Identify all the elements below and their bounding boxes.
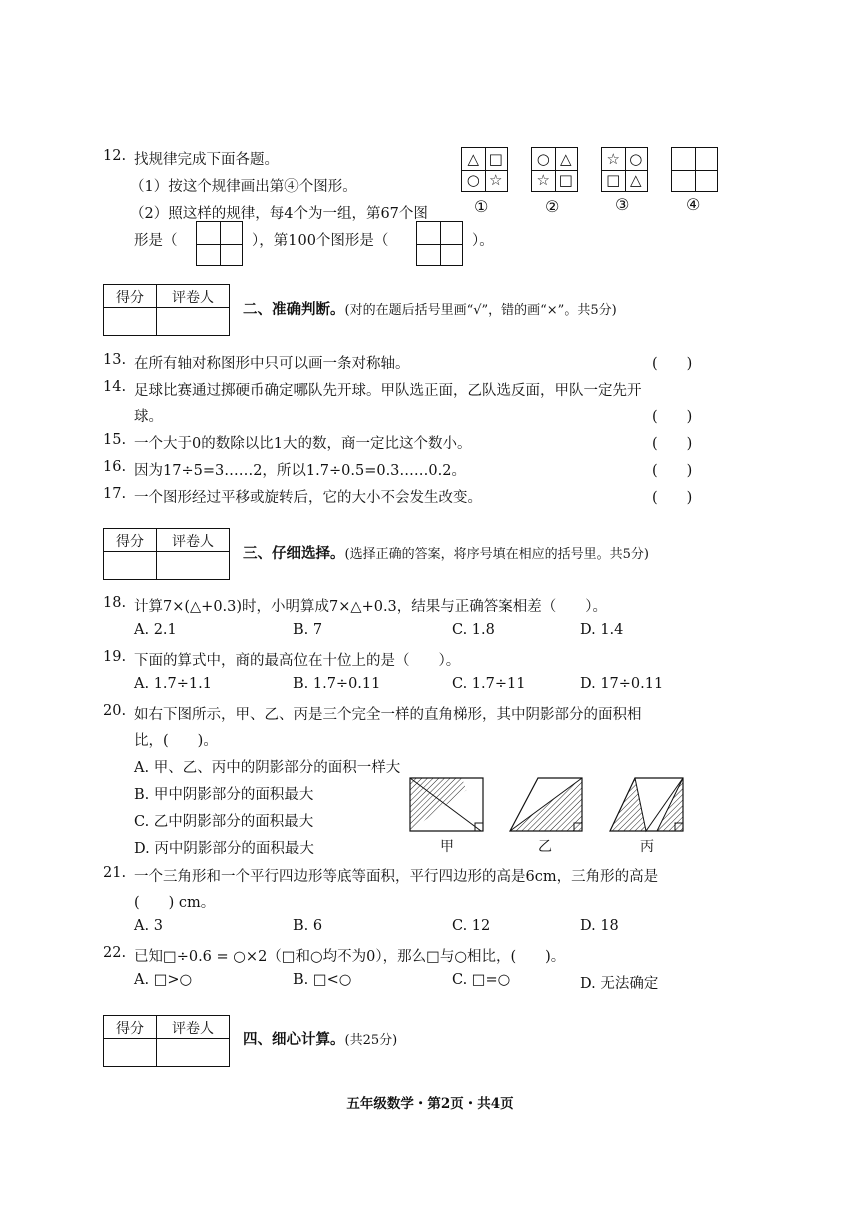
q14-number: 14. [103, 379, 127, 395]
section-3-note: (选择正确的答案，将序号填在相应的括号里。共5分) [344, 547, 649, 562]
q19-text: 下面的算式中，商的最高位在十位上的是（ ）。 [134, 653, 461, 669]
trapezoid-bing [610, 778, 683, 831]
q21-text: 一个三角形和一个平行四边形等底等面积，平行四边形的高是6cm，三角形的高是 [134, 869, 659, 885]
grader-label: 评卷人 [172, 1021, 214, 1037]
q22-option-a[interactable]: A. □>○ [134, 972, 193, 988]
section-3-title: 三、仔细选择。 [243, 545, 345, 562]
q17-number: 17. [103, 486, 127, 502]
q19-option-d[interactable]: D. 17÷0.11 [580, 676, 664, 692]
score-box-sec4 [103, 1015, 230, 1067]
q20-option-d[interactable]: D. 丙中阴影部分的面积最大 [134, 841, 314, 857]
q19-option-a[interactable]: A. 1.7÷1.1 [134, 676, 212, 692]
pattern-figure-3 [601, 147, 648, 192]
section-2-heading [243, 298, 617, 319]
score-label: 得分 [116, 290, 144, 306]
q22-text: 已知□÷0.6 = ○×2（□和○均不为0），那么□与○相比，( )。 [134, 949, 566, 965]
square-icon: □ [558, 171, 573, 190]
q20-text-cont: 比，( )。 [134, 733, 218, 749]
score-label: 得分 [116, 534, 144, 550]
q12-line3-c: ）。 [472, 233, 494, 249]
pattern-figure-2 [531, 147, 578, 192]
q12-line3-a: 形是（ [134, 233, 178, 249]
q20-option-c[interactable]: C. 乙中阴影部分的面积最大 [134, 814, 314, 830]
q12-sub1: （1）按这个规律画出第④个图形。 [130, 179, 357, 195]
q13-answer-paren[interactable]: ( ) [652, 356, 693, 372]
q16-text: 因为17÷5=3……2，所以1.7÷0.5=0.3……0.2。 [134, 463, 466, 479]
q12-answer-grid-100[interactable] [416, 221, 463, 266]
q22-option-d[interactable]: D. 无法确定 [580, 976, 659, 992]
q22-option-b[interactable]: B. □<○ [293, 972, 352, 988]
circle-icon: ○ [629, 149, 643, 168]
pattern-label-2: ② [545, 197, 560, 216]
trapezoid-jia [410, 778, 483, 831]
triangle-icon: △ [559, 149, 572, 168]
section-3-heading [243, 542, 649, 563]
empty-cell[interactable] [672, 148, 695, 170]
q15-answer-paren[interactable]: ( ) [652, 436, 693, 452]
circle-icon: ○ [536, 149, 550, 168]
pattern-figure-4[interactable] [671, 147, 718, 192]
q20-option-b[interactable]: B. 甲中阴影部分的面积最大 [134, 787, 314, 803]
figure-label-jia: 甲 [440, 839, 454, 855]
star-icon: ☆ [606, 149, 620, 168]
q20-text: 如右下图所示，甲、乙、丙是三个完全一样的直角梯形，其中阴影部分的面积相 [134, 707, 642, 723]
pattern-label-1: ① [474, 197, 489, 216]
q12-line3-b: ），第100个图形是（ [252, 233, 389, 249]
pattern-label-4: ④ [686, 195, 701, 214]
grader-label: 评卷人 [172, 534, 214, 550]
q22-number: 22. [103, 945, 127, 961]
q13-text: 在所有轴对称图形中只可以画一条对称轴。 [134, 356, 410, 372]
q17-answer-paren[interactable]: ( ) [652, 490, 693, 506]
q18-option-a[interactable]: A. 2.1 [134, 622, 177, 638]
q14-text-cont: 球。 [134, 409, 163, 425]
section-4-title: 四、细心计算。 [243, 1031, 345, 1048]
q21-option-c[interactable]: C. 12 [452, 918, 491, 934]
section-4-note: (共25分) [344, 1033, 398, 1048]
q21-number: 21. [103, 865, 127, 881]
figure-label-bing: 丙 [640, 839, 654, 855]
figure-label-yi: 乙 [538, 839, 552, 855]
q13-number: 13. [103, 352, 127, 368]
score-label: 得分 [116, 1021, 144, 1037]
q12-title: 找规律完成下面各题。 [134, 152, 279, 168]
q12-sub2: （2）照这样的规律，每4个为一组，第67个图 [130, 206, 428, 222]
empty-cell[interactable] [672, 170, 695, 192]
triangle-icon: △ [629, 171, 642, 190]
q12-number: 12. [103, 148, 127, 164]
grader-label: 评卷人 [172, 290, 214, 306]
star-icon: ☆ [489, 171, 503, 190]
circle-icon: ○ [466, 171, 480, 190]
q17-text: 一个图形经过平移或旋转后，它的大小不会发生改变。 [134, 490, 482, 506]
empty-cell[interactable] [695, 170, 718, 192]
q21-option-b[interactable]: B. 6 [293, 918, 323, 934]
q16-number: 16. [103, 459, 127, 475]
q20-option-a[interactable]: A. 甲、乙、丙中的阴影部分的面积一样大 [134, 760, 401, 776]
section-2-note: (对的在题后括号里画“√”，错的画“×”。共5分) [344, 303, 617, 318]
trapezoid-yi [510, 778, 582, 831]
q21-text-cont: ( ) cm。 [134, 895, 216, 911]
q21-option-d[interactable]: D. 18 [580, 918, 619, 934]
trapezoid-figures [405, 772, 695, 834]
square-icon: □ [488, 149, 503, 168]
pattern-figure-1 [461, 147, 508, 192]
square-icon: □ [606, 171, 621, 190]
triangle-icon: △ [467, 149, 480, 168]
q15-number: 15. [103, 432, 127, 448]
page-footer: 五年级数学・第2页・共4页 [346, 1096, 514, 1112]
q22-option-c[interactable]: C. □=○ [452, 972, 511, 988]
score-box-sec3 [103, 528, 230, 580]
q18-option-b[interactable]: B. 7 [293, 622, 323, 638]
q16-answer-paren[interactable]: ( ) [652, 463, 693, 479]
section-4-heading [243, 1028, 397, 1049]
q21-option-a[interactable]: A. 3 [134, 918, 163, 934]
q18-number: 18. [103, 595, 127, 611]
q15-text: 一个大于0的数除以比1大的数，商一定比这个数小。 [134, 436, 472, 452]
q12-answer-grid-67[interactable] [196, 221, 243, 266]
q14-text: 足球比赛通过掷硬币确定哪队先开球。甲队选正面，乙队选反面，甲队一定先开 [134, 383, 642, 399]
section-2-title: 二、准确判断。 [243, 301, 345, 318]
q14-answer-paren[interactable]: ( ) [652, 409, 693, 425]
score-box-sec2 [103, 284, 230, 336]
q18-text: 计算7×(△+0.3)时，小明算成7×△+0.3，结果与正确答案相差（ ）。 [134, 599, 608, 615]
q19-number: 19. [103, 649, 127, 665]
q18-option-d[interactable]: D. 1.4 [580, 622, 624, 638]
pattern-label-3: ③ [615, 195, 630, 214]
q20-number: 20. [103, 703, 127, 719]
empty-cell[interactable] [695, 148, 718, 170]
q19-option-c[interactable]: C. 1.7÷11 [452, 676, 526, 692]
star-icon: ☆ [536, 171, 550, 190]
q19-option-b[interactable]: B. 1.7÷0.11 [293, 676, 381, 692]
q18-option-c[interactable]: C. 1.8 [452, 622, 495, 638]
